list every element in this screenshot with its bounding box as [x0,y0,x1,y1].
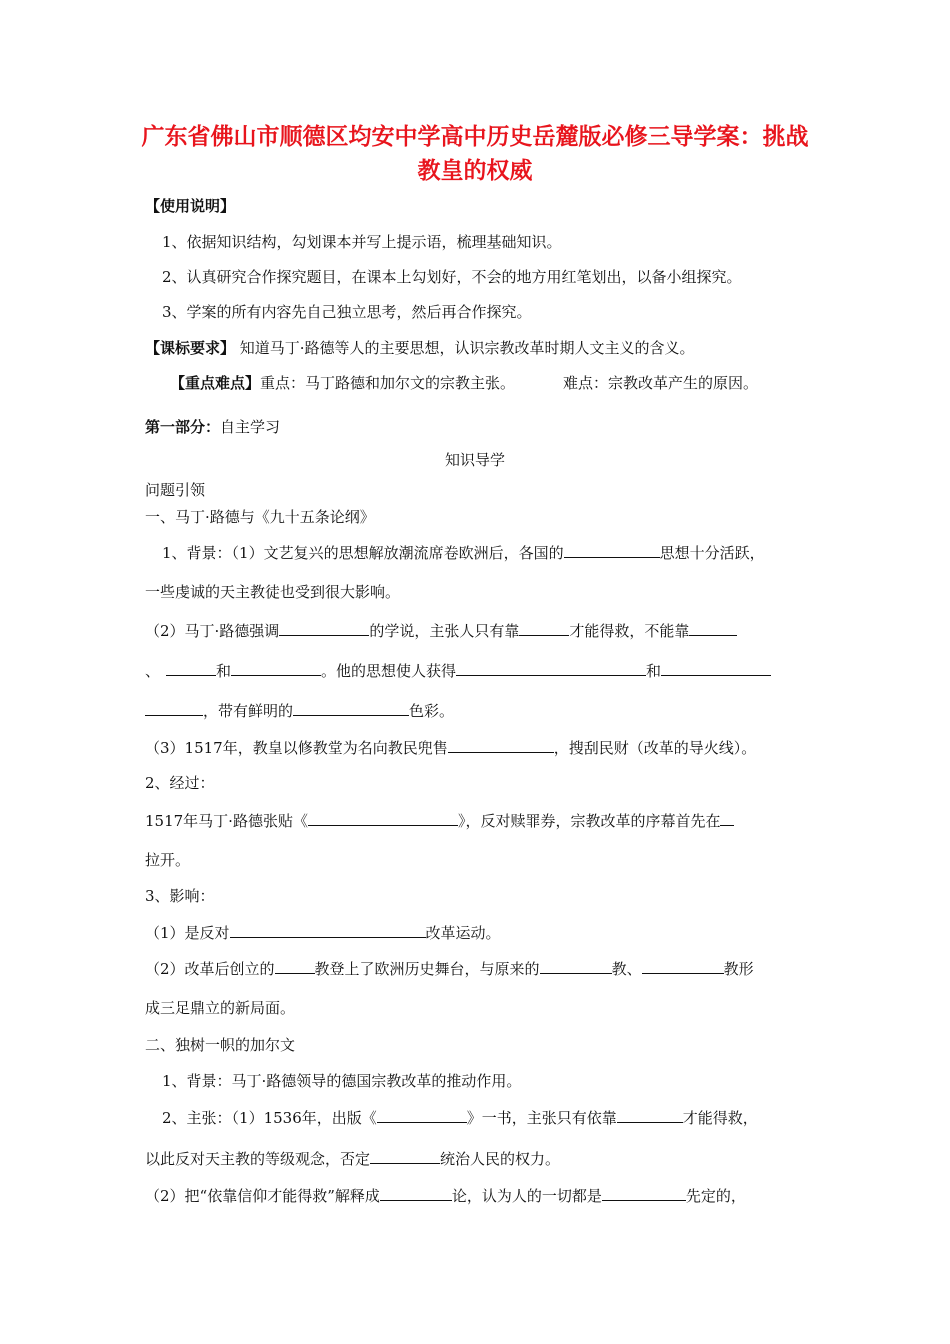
key-points [170,373,758,393]
section2-claim-line-3 [145,1185,746,1206]
bg3-text-a: （3）1517年，教皇以修教堂为名向教民兜售 [145,739,448,757]
section2-title: 二、独树一帜的加尔文 [145,1036,296,1054]
section2-claim-line [162,1107,758,1128]
standard-requirement [145,338,695,358]
claim-text-h: 先定的， [685,1187,746,1205]
guide-heading: 问题引领 [145,481,206,499]
blank-field[interactable] [377,1107,467,1123]
bg3-text-b: ，搜刮民财（改革的导火线）。 [553,739,757,757]
bg2-text-f: 。他的思想使人获得 [321,662,457,680]
standard-label: 【课标要求】 [145,339,236,357]
process-line-2: 拉开。 [145,851,191,869]
process-text-b: 》，反对赎罪券，宗教改革的序幕首先在 [457,812,721,830]
part1-text: 自主学习 [220,418,281,436]
impact-text-f: 教形 [723,960,754,978]
center-heading: 知识导学 [444,451,505,469]
blank-field[interactable] [540,958,612,974]
blank-field[interactable] [145,700,203,716]
bg2-text-i: 色彩。 [409,702,455,720]
bg2-text-e: 和 [216,662,232,680]
impact-line-1 [145,922,501,943]
keypoints-label: 【重点难点】 [170,374,261,392]
claim-text-a: 2、主张：（1）1536年，出版《 [162,1109,377,1127]
claim-text-d: 以此反对天主教的等级观念，否定 [145,1150,371,1168]
claim-text-g: 论，认为人的一切都是 [451,1187,602,1205]
blank-field[interactable] [448,737,554,753]
blank-field[interactable] [370,1148,440,1164]
blank-field[interactable] [642,958,724,974]
claim-text-e: 统治人民的权力。 [440,1150,561,1168]
bg1-text-a: 1、背景：（1）文艺复兴的思想解放潮流席卷欧洲后，各国的 [162,544,564,562]
bg2-text-c: 才能得救，不能靠 [569,622,690,640]
bg2-text-h: ，带有鲜明的 [203,702,294,720]
bg2-text-g: 和 [646,662,662,680]
blank-field[interactable] [661,660,771,676]
bg1-line-2: 一些虔诚的天主教徒也受到很大影响。 [145,583,401,601]
claim-text-f: （2）把“依靠信仰才能得救”解释成 [145,1187,380,1205]
usage-heading: 【使用说明】 [145,197,236,215]
blank-field[interactable] [230,922,426,938]
bg2-text-d: 、 [145,662,161,680]
bg3-line [145,737,756,758]
impact-heading: 3、影响： [145,887,215,905]
blank-field[interactable] [275,958,315,974]
claim-text-c: 才能得救， [682,1109,758,1127]
part1-label: 第一部分： [145,418,221,436]
bg1-text-b: 思想十分活跃， [659,544,765,562]
blank-field[interactable] [720,810,734,826]
blank-field[interactable] [602,1185,686,1201]
title-line-1: 广东省佛山市顺德区均安中学高中历史岳麓版必修三导学案：挑战 [141,124,809,150]
impact-text-d: 教登上了欧洲历史舞台，与原来的 [314,960,540,978]
bg2-text-a: （2）马丁·路德强调 [145,622,280,640]
blank-field[interactable] [166,660,216,676]
section2-claim-line-2 [145,1148,560,1169]
impact-text-e: 教、 [611,960,642,978]
blank-field[interactable] [308,810,458,826]
usage-item-2: 2、认真研究合作探究题目，在课本上勾划好，不会的地方用红笔划出，以备小组探究。 [162,268,742,286]
bg2-line-3 [145,700,454,721]
blank-field[interactable] [231,660,321,676]
impact-text-c: （2）改革后创立的 [145,960,275,978]
impact-line-2 [145,958,754,979]
part1-heading [145,417,280,437]
claim-text-b: 》一书，主张只有依靠 [466,1109,617,1127]
blank-field[interactable] [519,620,569,636]
usage-item-3: 3、学案的所有内容先自己独立思考，然后再合作探究。 [162,303,532,321]
bg2-line-2 [145,660,771,681]
impact-text-a: （1）是反对 [145,924,230,942]
bg2-text-b: 的学说，主张人只有靠 [369,622,520,640]
blank-field[interactable] [380,1185,452,1201]
keypoints-difficult: 难点：宗教改革产生的原因。 [563,374,759,392]
section2-background: 1、背景：马丁·路德领导的德国宗教改革的推动作用。 [162,1072,522,1090]
blank-field[interactable] [293,700,409,716]
title-line-2: 教皇的权威 [417,158,533,184]
blank-field[interactable] [279,620,369,636]
blank-field[interactable] [564,542,660,558]
process-text-a: 1517年马丁·路德张贴《 [145,812,308,830]
keypoints-key: 重点：马丁路德和加尔文的宗教主张。 [260,374,516,392]
bg2-line [145,620,737,641]
impact-text-b: 改革运动。 [425,924,501,942]
blank-field[interactable] [689,620,737,636]
process-heading: 2、经过： [145,774,215,792]
bg1-line [162,542,765,563]
standard-text: 知道马丁·路德等人的主要思想，认识宗教改革时期人文主义的含义。 [235,339,695,357]
impact-line-3: 成三足鼎立的新局面。 [145,999,296,1017]
section1-title: 一、马丁·路德与《九十五条论纲》 [145,508,375,526]
blank-field[interactable] [456,660,646,676]
document-title [60,120,890,188]
blank-field[interactable] [617,1107,683,1123]
process-line [145,810,734,831]
usage-item-1: 1、依据知识结构，勾划课本并写上提示语，梳理基础知识。 [162,233,562,251]
